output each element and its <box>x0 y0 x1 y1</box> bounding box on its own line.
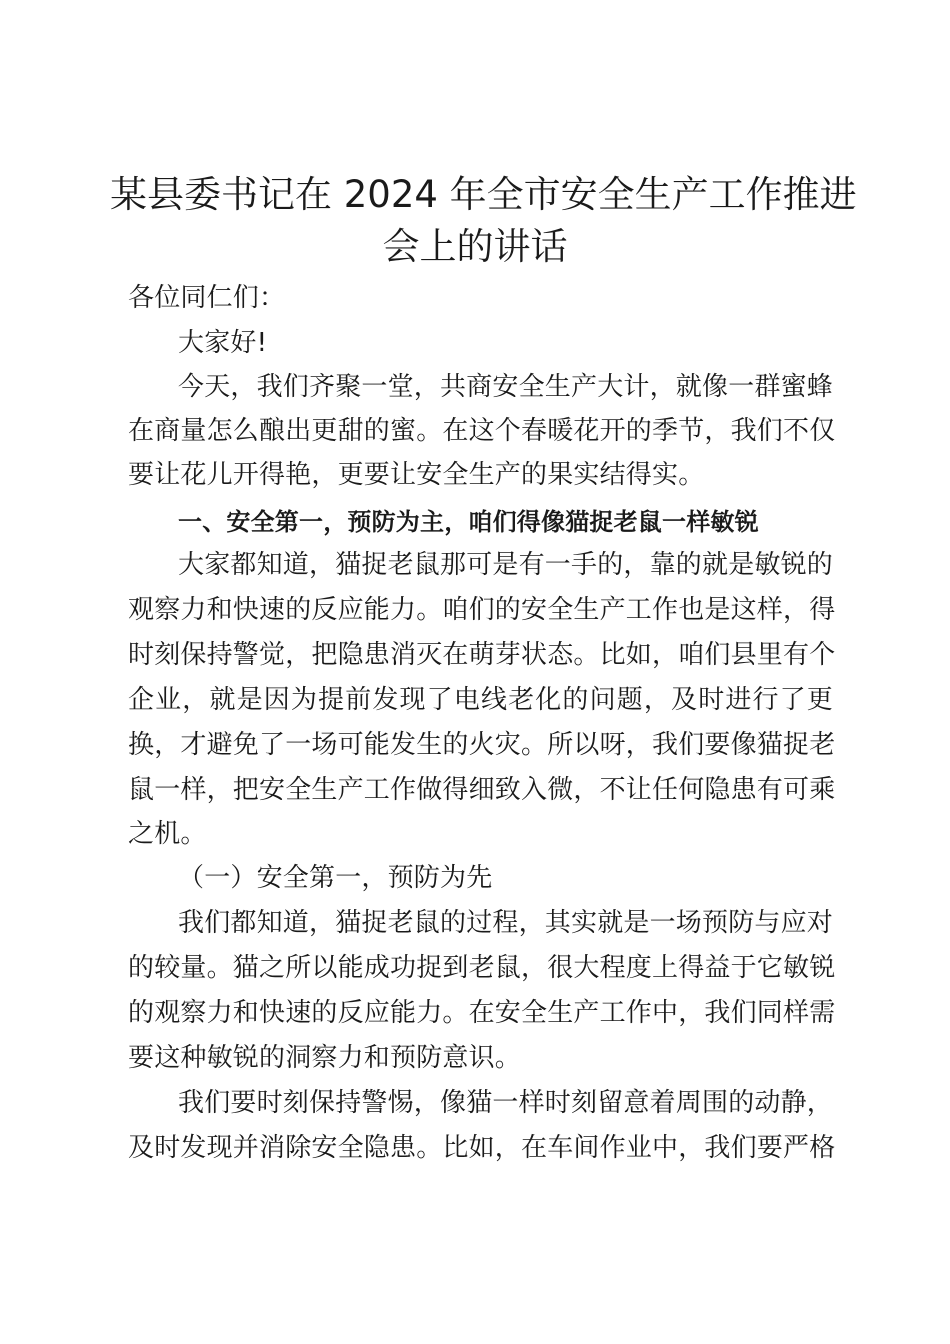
section-1-line-2: 观察力和快速的反应能力。咱们的安全生产工作也是这样，得 <box>128 595 836 625</box>
greeting: 大家好! <box>178 328 268 358</box>
section-1-heading: 一、安全第一，预防为主，咱们得像猫捉老鼠一样敏锐 <box>178 508 759 536</box>
intro-line-2: 在商量怎么酿出更甜的蜜。在这个春暖花开的季节，我们不仅 <box>128 416 836 446</box>
intro-line-3: 要让花儿开得艳，更要让安全生产的果实结得实。 <box>128 460 705 490</box>
section-1-line-1: 大家都知道，猫捉老鼠那可是有一手的，靠的就是敏锐的 <box>178 550 834 580</box>
section-1-line-3: 时刻保持警觉，把隐患消灭在萌芽状态。比如，咱们县里有个 <box>128 640 836 670</box>
subsection-1-para-1-line-3: 的观察力和快速的反应能力。在安全生产工作中，我们同样需 <box>128 998 836 1028</box>
section-1-line-6: 鼠一样，把安全生产工作做得细致入微，不让任何隐患有可乘 <box>128 775 836 805</box>
subsection-1-para-1-line-1: 我们都知道，猫捉老鼠的过程，其实就是一场预防与应对 <box>178 908 834 938</box>
subsection-1-para-1-line-4: 要这种敏锐的洞察力和预防意识。 <box>128 1043 522 1073</box>
section-1-line-7: 之机。 <box>128 819 207 849</box>
salutation: 各位同仁们： <box>128 283 286 313</box>
document-title-line-1: 某县委书记在 2024 年全市安全生产工作推进 <box>110 173 857 216</box>
intro-line-1: 今天，我们齐聚一堂，共商安全生产大计，就像一群蜜蜂 <box>178 372 834 402</box>
subsection-1-para-2-line-1: 我们要时刻保持警惕，像猫一样时刻留意着周围的动静， <box>178 1088 834 1118</box>
subsection-1-heading: （一）安全第一，预防为先 <box>178 863 493 893</box>
document-title-line-2: 会上的讲话 <box>382 225 568 268</box>
section-1-line-5: 换，才避免了一场可能发生的火灾。所以呀，我们要像猫捉老 <box>128 730 836 760</box>
subsection-1-para-1-line-2: 的较量。猫之所以能成功捉到老鼠，很大程度上得益于它敏锐 <box>128 953 836 983</box>
section-1-line-4: 企业，就是因为提前发现了电线老化的问题，及时进行了更 <box>128 685 833 715</box>
subsection-1-para-2-line-2: 及时发现并消除安全隐患。比如，在车间作业中，我们要严格 <box>128 1133 836 1163</box>
